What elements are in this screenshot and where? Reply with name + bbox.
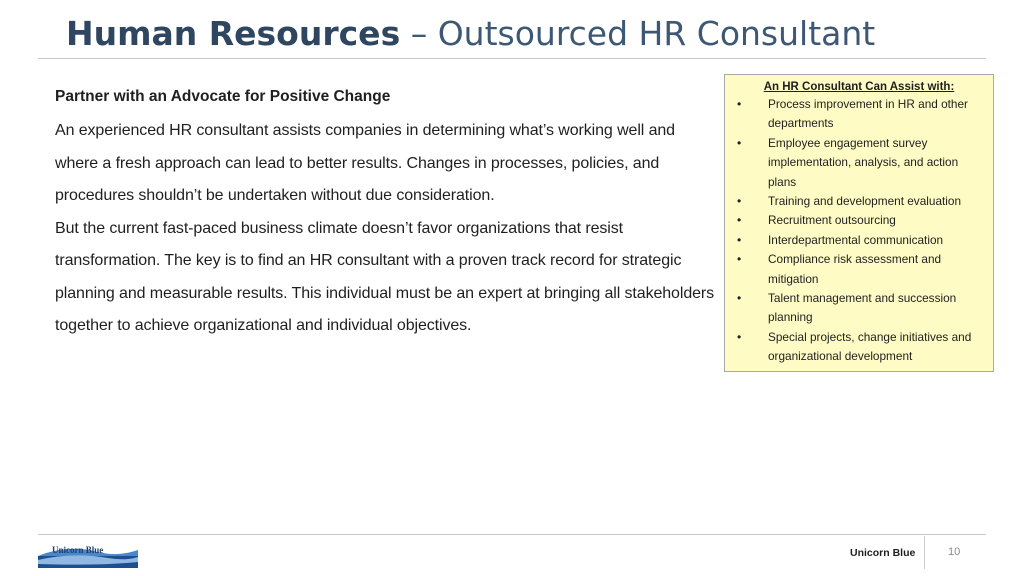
footer-separator [924, 536, 925, 569]
logo-text: Unicorn Blue [52, 545, 104, 555]
list-item: • Training and development evaluation [733, 192, 985, 211]
list-item: • Process improvement in HR and other departments [737, 97, 968, 131]
paragraph-1: An experienced HR consultant assists companies in determining what’s working well and where a fresh approach can lead to better results. Changes in processes, policies, and procedures shouldn’t be undertaken without due consideration. [55, 122, 675, 204]
bullet-icon: • [737, 135, 742, 150]
bullet-icon: • [737, 291, 742, 306]
list-item: • Recruitment outsourcing [733, 211, 985, 230]
unicorn-blue-logo [38, 542, 138, 568]
page-number: 10 [948, 546, 961, 558]
list-item: • Employee engagement survey implementation, analysis, and action plans [737, 135, 959, 189]
slide-title [66, 14, 875, 53]
bullet-icon: • [737, 194, 742, 209]
bullet-icon: • [737, 232, 742, 247]
callout-list [733, 95, 985, 367]
content-heading: Partner with an Advocate for Positive Change [55, 88, 391, 105]
list-item: • Talent management and succession planning [737, 291, 957, 325]
bullet-icon: • [737, 329, 742, 344]
bullet-icon: • [737, 252, 742, 267]
list-item: • Special projects, change initiatives and organizational development [737, 329, 972, 364]
callout-box [724, 74, 994, 372]
title-light: – Outsourced HR Consultant [400, 14, 876, 53]
footer-brand: Unicorn Blue [850, 547, 916, 559]
title-divider [38, 58, 986, 59]
bullet-icon: • [737, 97, 742, 111]
footer-divider [38, 534, 986, 535]
main-content [55, 86, 715, 343]
paragraph-2: But the current fast-paced business climate doesn’t favor organizations that resist transformation. The key is to find an HR consultant with a proven track record for strategic planning and measurable results. This individual must be an expert at bringing all stakeholders together to achieve organizational and individual objectives. [55, 219, 715, 334]
list-item: • Compliance risk assessment and mitigation [737, 252, 942, 286]
bullet-icon: • [737, 213, 742, 228]
callout-title: An HR Consultant Can Assist with: [763, 81, 955, 93]
title-bold: Human Resources [66, 14, 401, 53]
list-item: • Interdepartmental communication [733, 231, 985, 250]
